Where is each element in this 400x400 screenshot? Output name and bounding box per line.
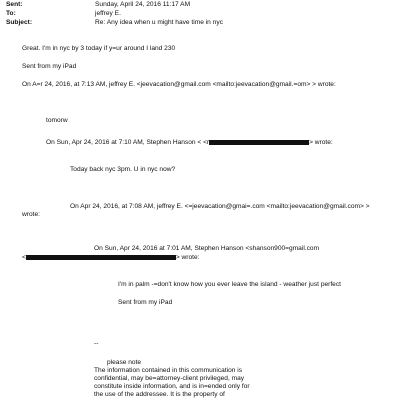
quote1-text: tomorw [46,117,68,124]
quote3-header: On Apr 24, 2016, at 7:08 AM, jeffrey E. <=jeevacation@gmai=.com <mailto:jeevacation@gmail.com> > [70,203,370,210]
subject-label: Subject: [6,19,33,26]
notice-line-3: constitute inside information, and is in=ended only for [94,383,250,390]
body-line-2: Sent from my iPad [22,63,77,70]
quote4-header: On Sun, Apr 24, 2016 at 7:01 AM, Stephen Hanson <shanson900=gmail.com [94,245,320,252]
notice-line-4: the use of the addressee. It is the property of [94,391,225,398]
quote1-header: On A=r 24, 2016, at 7:13 AM, jeffrey E. <jeevacation@gmail.com <mailto:jeevacation@gmail.=om> > wrote: [22,81,336,88]
quote2-text: Today back nyc 3pm. U in nyc now? [70,166,176,173]
quote2-header-start: On Sun, Apr 24, 2016 at 7:10 AM, Stephen Hanson < <r [46,139,210,146]
quote4-text: I'm in palm -=don't know how you ever leave the island - weather just perfect [118,281,341,288]
notice-line-1: The information contained in this communication is [94,367,243,374]
quote2-header [46,139,333,147]
sent-label: Sent: [6,1,23,8]
redaction-bar [26,255,176,260]
signature-dashes: -- [94,340,99,347]
sent-value: Sunday, April 24, 2016 11:17 AM [95,1,191,8]
to-value: jeffrey E. [95,10,121,17]
body-line-1: Great. I'm in nyc by 3 today if y=ur around I land 230 [22,45,176,52]
redaction-bar [209,140,309,145]
notice-title: please note [107,359,142,366]
quote2-header-end: > wrote: [309,139,333,146]
to-label: To: [6,10,16,17]
notice-line-2: confidential, may be=attorney-client privileged, may [94,375,245,382]
subject-value: Re: Any idea when u might have time in nyc [95,19,223,26]
quote4-signature: Sent from my iPad [118,299,173,306]
quote4-header-cont-end: > wrote: [175,254,200,261]
quote4-header-cont-start: < [22,254,26,261]
quote3-header-cont: wrote: [22,211,40,218]
quote4-header-cont [22,254,200,262]
